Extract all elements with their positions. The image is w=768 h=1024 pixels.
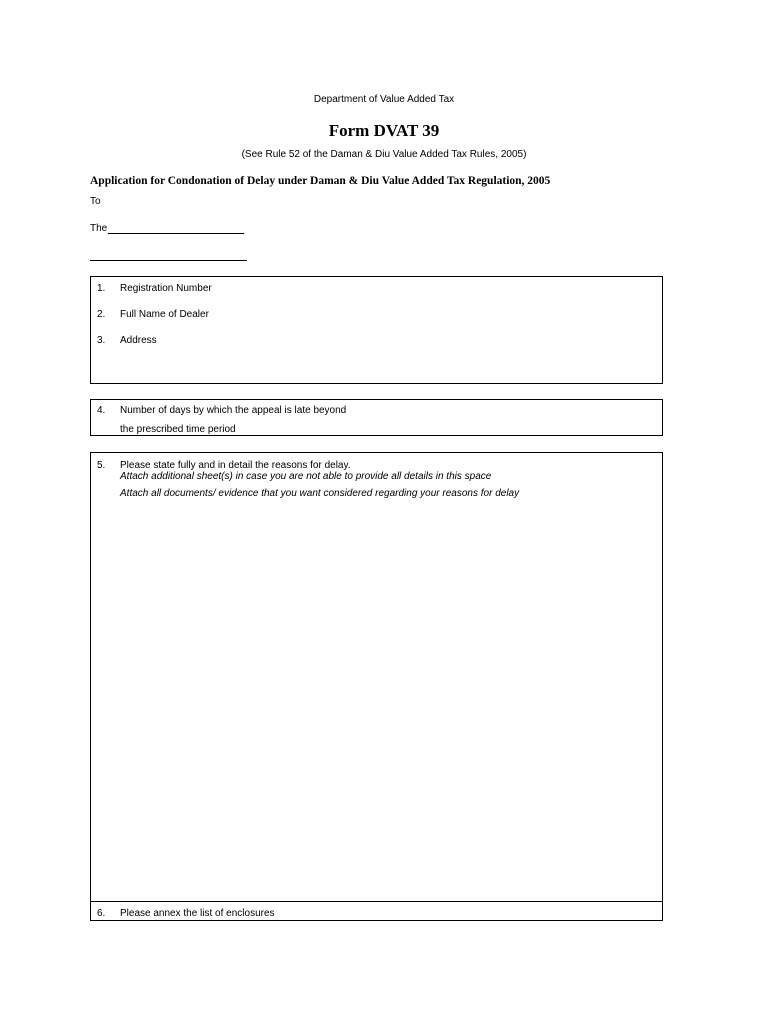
form-title: Form DVAT 39 bbox=[328, 121, 440, 140]
section-divider bbox=[91, 901, 662, 902]
dealer-details-box bbox=[90, 276, 663, 384]
item-number: 2. bbox=[97, 309, 106, 320]
item-number: 6. bbox=[97, 908, 106, 919]
department-heading: Department of Value Added Tax bbox=[313, 94, 455, 105]
rule-note: (See Rule 52 of the Daman & Diu Value Added Tax Rules, 2005) bbox=[241, 149, 527, 160]
item-number: 1. bbox=[97, 283, 106, 294]
attach-documents-note: Attach all documents/ evidence that you want considered regarding your reasons for delay bbox=[120, 488, 520, 499]
to-label: To bbox=[90, 196, 101, 207]
application-title: Application for Condonation of Delay under Daman & Diu Value Added Tax Regulation, 2005 bbox=[90, 175, 551, 187]
registration-number-label: Registration Number bbox=[120, 283, 212, 294]
the-addressee-line bbox=[108, 233, 244, 234]
enclosures-label: Please annex the list of enclosures bbox=[120, 908, 275, 919]
additional-sheets-note: Attach additional sheet(s) in case you are not able to provide all details in this space bbox=[120, 471, 492, 482]
item-number: 4. bbox=[97, 405, 106, 416]
delay-reasons-box bbox=[90, 452, 663, 921]
item-number: 3. bbox=[97, 335, 106, 346]
delay-days-label-continued: the prescribed time period bbox=[120, 424, 236, 435]
delay-reasons-label: Please state fully and in detail the reasons for delay. bbox=[120, 460, 351, 471]
delay-days-box bbox=[90, 399, 663, 436]
addressee-second-line bbox=[90, 260, 247, 261]
item-number: 5. bbox=[97, 460, 106, 471]
address-label: Address bbox=[120, 335, 157, 346]
delay-days-label: Number of days by which the appeal is late beyond bbox=[120, 405, 347, 416]
dealer-name-label: Full Name of Dealer bbox=[120, 309, 209, 320]
the-label: The bbox=[90, 223, 108, 234]
